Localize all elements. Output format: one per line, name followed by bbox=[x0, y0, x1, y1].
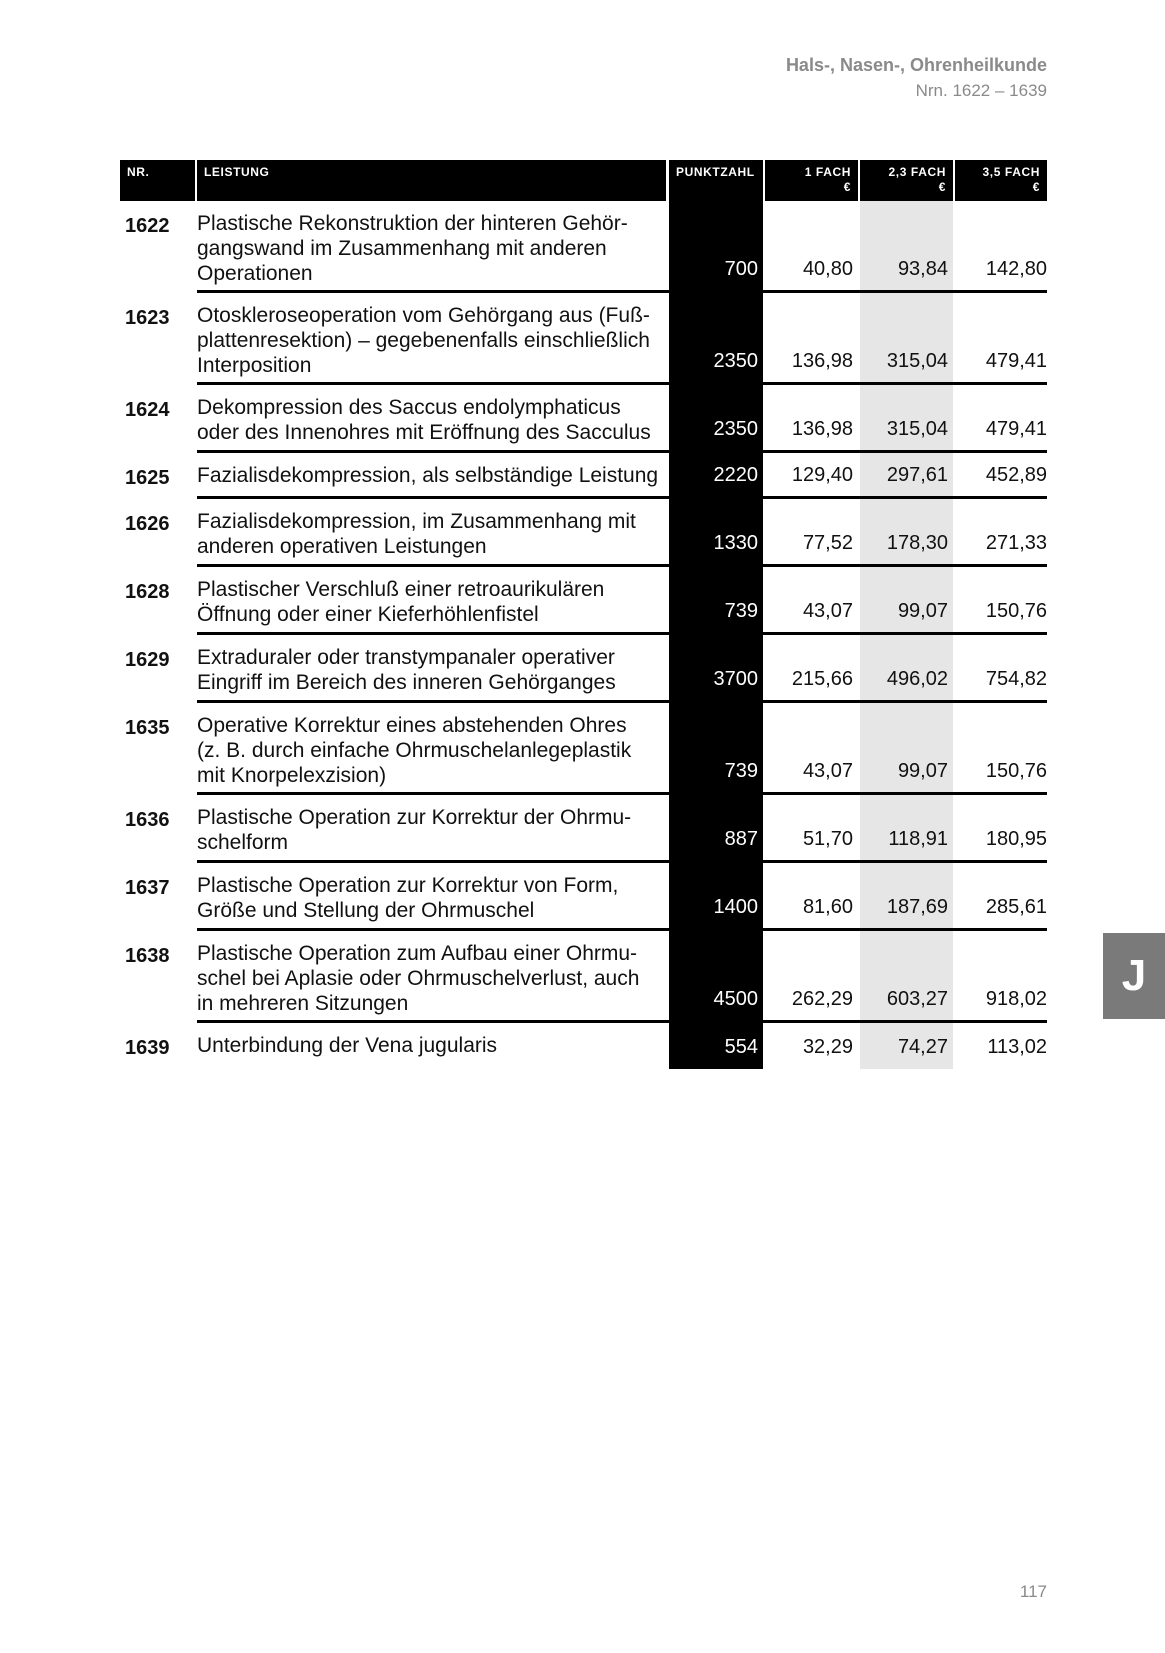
row-leistung bbox=[197, 385, 669, 453]
row-fach-1: 43,07 bbox=[802, 600, 853, 622]
row-fach-2-3: 297,61 bbox=[886, 464, 948, 486]
row-fach-1: 51,70 bbox=[802, 828, 853, 850]
table-row bbox=[120, 385, 1047, 453]
row-fach-1: 40,80 bbox=[802, 258, 853, 280]
row-nr: 1638 bbox=[125, 945, 170, 967]
table-row bbox=[120, 499, 1047, 567]
row-fach-2-3: 178,30 bbox=[886, 532, 948, 554]
row-leistung-text: Otoskleroseoperation vom Gehörgang aus (Fuß- plattenresektion) – gegebenenfalls einschließlich Interposition bbox=[197, 304, 650, 377]
page-number: 117 bbox=[1019, 1582, 1047, 1601]
table-row bbox=[120, 567, 1047, 635]
row-leistung-text: Unterbindung der Vena jugularis bbox=[197, 1034, 498, 1057]
row-fach-1: 136,98 bbox=[791, 418, 853, 440]
row-punktzahl: 2350 bbox=[713, 418, 758, 440]
row-fach-1: 129,40 bbox=[791, 464, 853, 486]
row-leistung bbox=[197, 931, 669, 1023]
row-fach-2-3: 315,04 bbox=[886, 350, 948, 372]
row-leistung-text: Plastische Operation zur Korrektur der Ohrmu- schelform bbox=[197, 806, 632, 854]
table-row bbox=[120, 863, 1047, 931]
row-leistung bbox=[197, 499, 669, 567]
header-leistung: LEISTUNG bbox=[197, 160, 666, 201]
row-leistung bbox=[197, 635, 669, 703]
row-leistung bbox=[197, 567, 669, 635]
table-row bbox=[120, 293, 1047, 385]
header-fach-2-3: 2,3 FACH € bbox=[860, 160, 953, 201]
page-header bbox=[786, 52, 1047, 104]
row-fach-3-5: 150,76 bbox=[985, 600, 1047, 622]
chapter-tab: J bbox=[1103, 933, 1165, 1019]
row-nr: 1637 bbox=[125, 877, 170, 899]
row-fach-1: 32,29 bbox=[802, 1036, 853, 1058]
row-punktzahl: 739 bbox=[724, 600, 758, 622]
row-punktzahl: 2350 bbox=[713, 350, 758, 372]
row-leistung-text: Fazialisdekompression, im Zusammenhang mit anderen operativen Leistungen bbox=[197, 510, 636, 558]
row-leistung-text: Plastische Rekonstruktion der hinteren Gehör- gangswand im Zusammenhang mit anderen Operationen bbox=[197, 212, 628, 285]
row-punktzahl: 3700 bbox=[713, 668, 758, 690]
row-fach-2-3: 187,69 bbox=[886, 896, 948, 918]
row-leistung bbox=[197, 703, 669, 795]
row-nr: 1624 bbox=[125, 399, 170, 421]
row-fach-2-3: 93,84 bbox=[897, 258, 948, 280]
row-punktzahl: 739 bbox=[724, 760, 758, 782]
table-body bbox=[120, 201, 1047, 1069]
table-row bbox=[120, 703, 1047, 795]
row-punktzahl: 887 bbox=[724, 828, 758, 850]
row-leistung bbox=[197, 201, 669, 293]
row-fach-3-5: 452,89 bbox=[985, 464, 1047, 486]
table-row bbox=[120, 635, 1047, 703]
row-leistung bbox=[197, 453, 669, 499]
row-nr: 1636 bbox=[125, 809, 170, 831]
row-fach-3-5: 113,02 bbox=[987, 1036, 1047, 1058]
row-nr: 1639 bbox=[125, 1037, 170, 1059]
table-row bbox=[120, 795, 1047, 863]
row-fach-3-5: 142,80 bbox=[985, 258, 1047, 280]
row-leistung-text: Operative Korrektur eines abstehenden Ohres (z. B. durch einfache Ohrmuschelanlegeplastik mit Knorpelexzision) bbox=[197, 714, 632, 787]
row-leistung bbox=[197, 795, 669, 863]
table-header bbox=[120, 160, 1047, 201]
row-nr: 1622 bbox=[125, 215, 170, 237]
row-nr: 1625 bbox=[125, 467, 170, 489]
row-leistung bbox=[197, 863, 669, 931]
row-fach-2-3: 496,02 bbox=[886, 668, 948, 690]
table-row bbox=[120, 201, 1047, 293]
row-fach-2-3: 99,07 bbox=[897, 600, 948, 622]
row-leistung bbox=[197, 293, 669, 385]
row-fach-2-3: 603,27 bbox=[886, 988, 948, 1010]
row-fach-1: 81,60 bbox=[802, 896, 853, 918]
section-title: Hals-, Nasen-, Ohrenheilkunde bbox=[785, 55, 1047, 75]
row-nr: 1623 bbox=[125, 307, 170, 329]
row-nr: 1635 bbox=[125, 717, 170, 739]
row-nr: 1629 bbox=[125, 649, 170, 671]
row-fach-1: 262,29 bbox=[791, 988, 853, 1010]
section-range: Nrn. 1622 – 1639 bbox=[915, 81, 1047, 100]
row-leistung-text: Extraduraler oder transtympanaler operativer Eingriff im Bereich des inneren Gehörganges bbox=[197, 646, 616, 694]
row-fach-2-3: 99,07 bbox=[897, 760, 948, 782]
header-fach-1: 1 FACH € bbox=[765, 160, 858, 201]
row-leistung-text: Fazialisdekompression, als selbständige Leistung bbox=[197, 464, 659, 487]
row-fach-2-3: 74,27 bbox=[897, 1036, 948, 1058]
row-punktzahl: 1400 bbox=[713, 896, 758, 918]
row-fach-3-5: 479,41 bbox=[985, 350, 1047, 372]
row-leistung bbox=[197, 1023, 669, 1069]
table-row bbox=[120, 931, 1047, 1023]
row-leistung-text: Plastische Operation zur Korrektur von Form, Größe und Stellung der Ohrmuschel bbox=[197, 874, 619, 922]
row-leistung-text: Dekompression des Saccus endolymphaticus oder des Innenohres mit Eröffnung des Sacculus bbox=[197, 396, 651, 444]
row-fach-3-5: 285,61 bbox=[985, 896, 1047, 918]
header-nr: NR. bbox=[120, 160, 195, 201]
row-fach-1: 43,07 bbox=[802, 760, 853, 782]
row-fach-3-5: 271,33 bbox=[985, 532, 1047, 554]
row-fach-3-5: 180,95 bbox=[985, 828, 1047, 850]
row-fach-2-3: 118,91 bbox=[888, 828, 948, 850]
row-leistung-text: Plastischer Verschluß einer retroaurikulären Öffnung oder einer Kieferhöhlenfistel bbox=[197, 578, 605, 626]
row-fach-1: 215,66 bbox=[791, 668, 853, 690]
row-punktzahl: 4500 bbox=[713, 988, 758, 1010]
row-leistung-text: Plastische Operation zum Aufbau einer Ohrmu- schel bei Aplasie oder Ohrmuschelverlust, auch in mehreren Sitzungen bbox=[197, 942, 640, 1015]
row-fach-1: 136,98 bbox=[791, 350, 853, 372]
row-punktzahl: 2220 bbox=[713, 464, 758, 486]
row-nr: 1626 bbox=[125, 513, 170, 535]
table-row bbox=[120, 1023, 1047, 1069]
row-fach-3-5: 754,82 bbox=[985, 668, 1047, 690]
row-fach-1: 77,52 bbox=[802, 532, 853, 554]
row-fach-3-5: 150,76 bbox=[985, 760, 1047, 782]
row-nr: 1628 bbox=[125, 581, 170, 603]
row-fach-3-5: 479,41 bbox=[985, 418, 1047, 440]
row-punktzahl: 1330 bbox=[713, 532, 758, 554]
header-fach-3-5: 3,5 FACH € bbox=[955, 160, 1047, 201]
fee-table bbox=[120, 160, 1047, 1069]
row-punktzahl: 700 bbox=[724, 258, 758, 280]
row-fach-3-5: 918,02 bbox=[985, 988, 1047, 1010]
row-fach-2-3: 315,04 bbox=[886, 418, 948, 440]
header-punktzahl: PUNKTZAHL bbox=[669, 160, 763, 201]
table-row bbox=[120, 453, 1047, 499]
row-punktzahl: 554 bbox=[724, 1036, 758, 1058]
